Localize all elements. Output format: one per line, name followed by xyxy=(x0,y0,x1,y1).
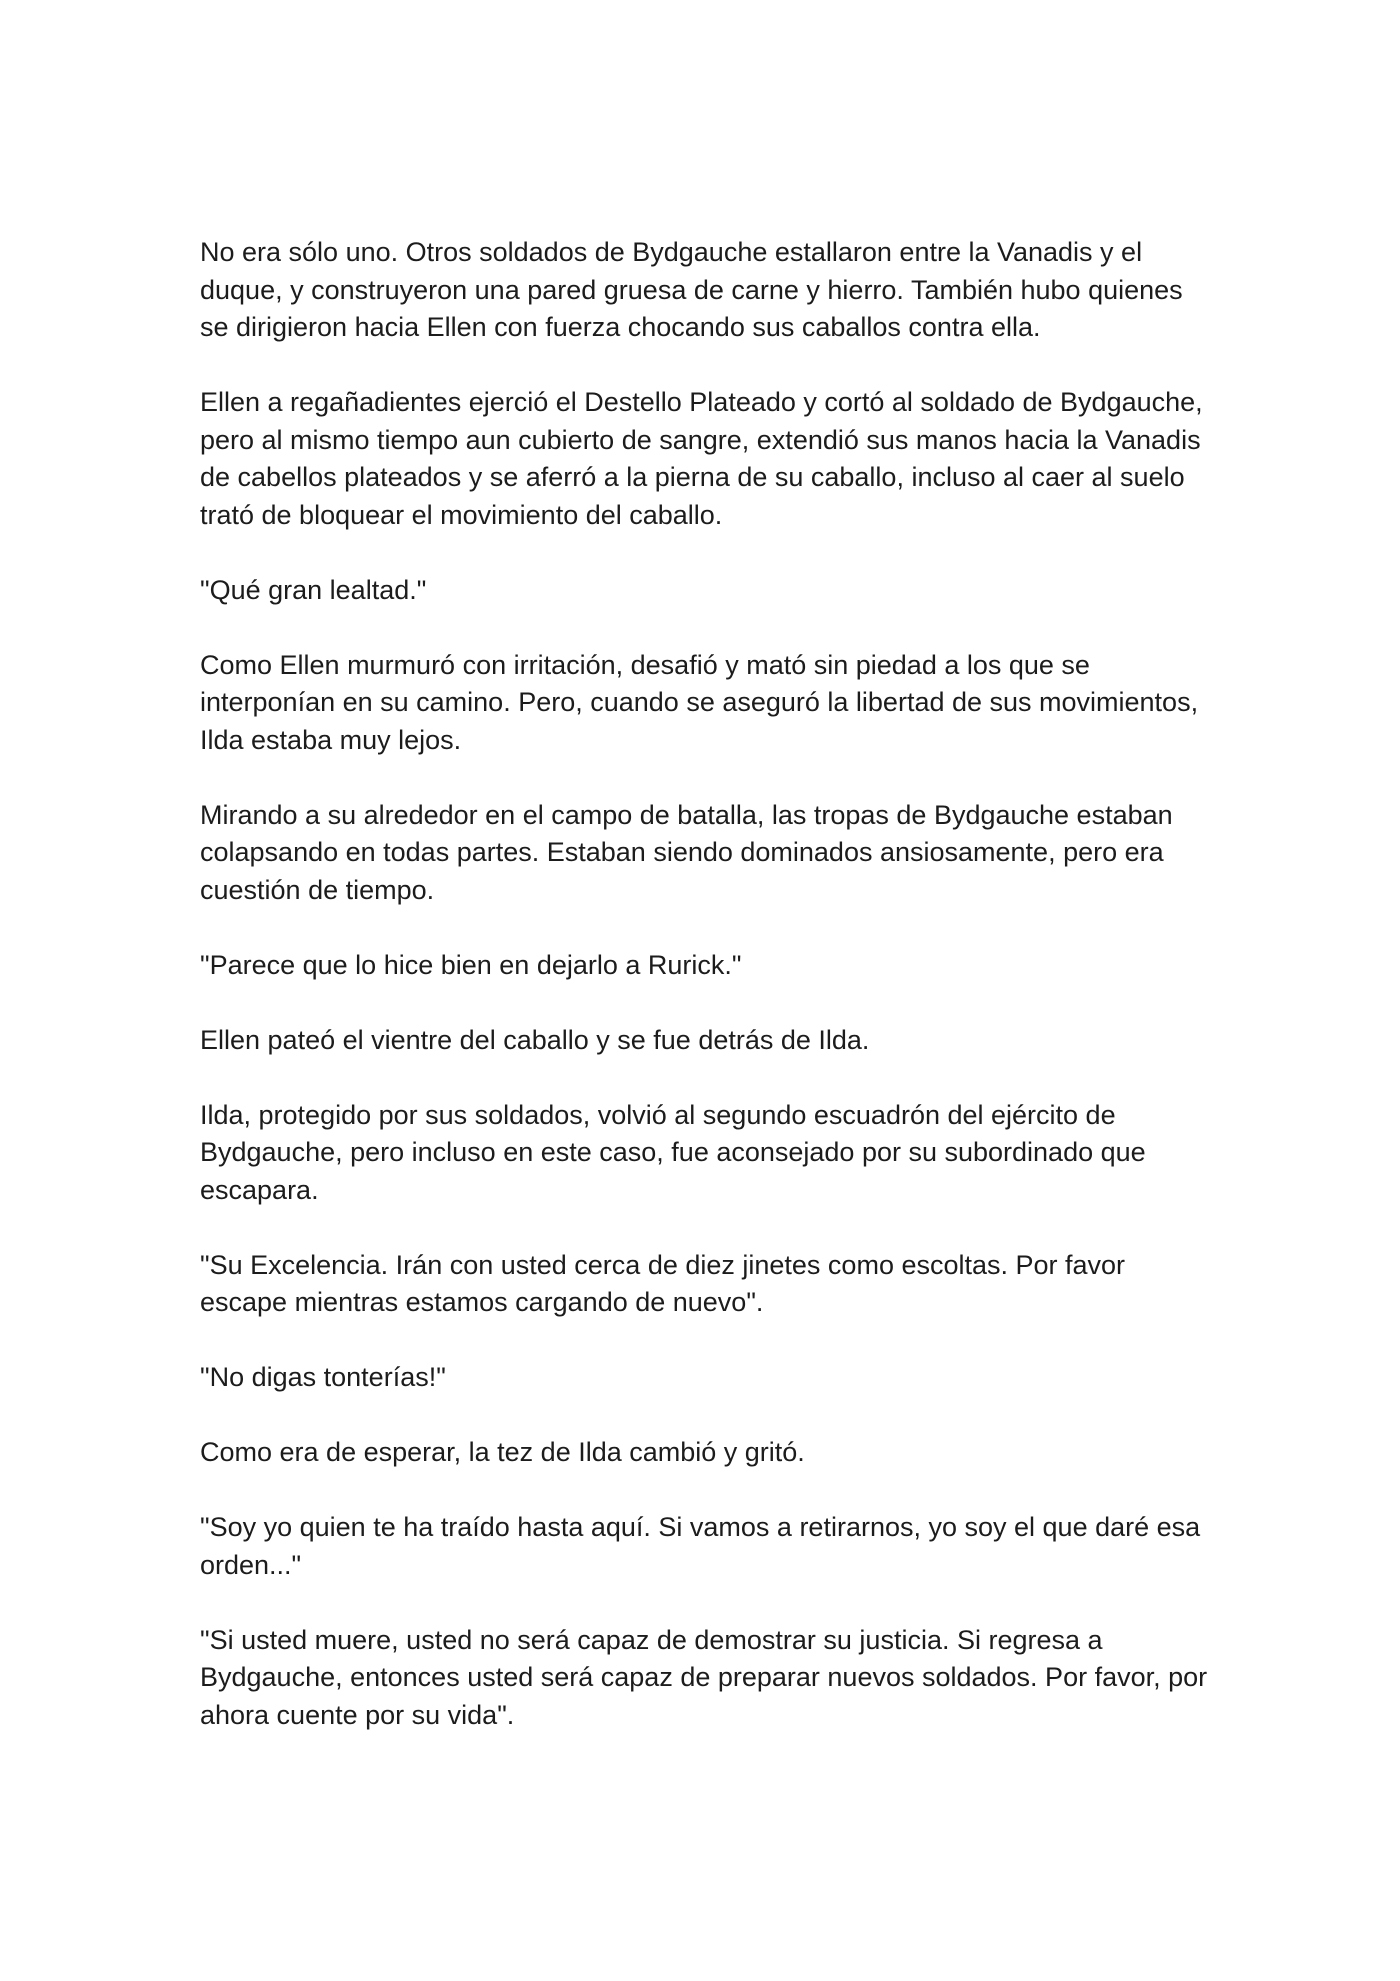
paragraph-7: Ellen pateó el vientre del caballo y se fue detrás de Ilda. xyxy=(200,1024,870,1055)
paragraph-6: "Parece que lo hice bien en dejarlo a Rurick." xyxy=(200,949,742,980)
body-text xyxy=(200,234,1210,1734)
paragraph-3: "Qué gran lealtad." xyxy=(200,574,427,605)
paragraph-4: Como Ellen murmuró con irritación, desafió y mató sin piedad a los que se interponían en su camino. Pero, cuando se aseguró la libertad de sus movimientos, Ilda estaba muy lejos. xyxy=(200,649,1199,755)
paragraph-2: Ellen a regañadientes ejerció el Destello Plateado y cortó al soldado de Bydgauche, pero al mismo tiempo aun cubierto de sangre, extendió sus manos hacia la Vanadis de cabellos plateados y se aferró a la pierna de su caballo, incluso al caer al suelo trató de bloquear el movimiento del caballo. xyxy=(200,387,1203,530)
paragraph-9: "Su Excelencia. Irán con usted cerca de diez jinetes como escoltas. Por favor escape mientras estamos cargando de nuevo". xyxy=(200,1249,1126,1317)
paragraph-5: Mirando a su alrededor en el campo de batalla, las tropas de Bydgauche estaban colapsando en todas partes. Estaban siendo dominados ansiosamente, pero era cuestión de tiempo. xyxy=(200,799,1173,905)
paragraph-12: "Soy yo quien te ha traído hasta aquí. Si vamos a retirarnos, yo soy el que daré esa orden..." xyxy=(200,1512,1201,1580)
paragraph-11: Como era de esperar, la tez de Ilda cambió y gritó. xyxy=(200,1437,805,1467)
paragraph-13: "Si usted muere, usted no será capaz de demostrar su justicia. Si regresa a Bydgauche, entonces usted será capaz de preparar nuevos soldados. Por favor, por ahora cuente por su vida". xyxy=(200,1624,1208,1730)
paragraph-8: Ilda, protegido por sus soldados, volvió al segundo escuadrón del ejército de Bydgauche, pero incluso en este caso, fue aconsejado por su subordinado que escapara. xyxy=(200,1099,1146,1205)
paragraph-1: No era sólo uno. Otros soldados de Bydgauche estallaron entre la Vanadis y el duque, y construyeron una pared gruesa de carne y hierro. También hubo quienes se dirigieron hacia Ellen con fuerza chocando sus caballos contra ella. xyxy=(200,237,1183,342)
paragraph-10: "No digas tonterías!" xyxy=(200,1362,446,1392)
